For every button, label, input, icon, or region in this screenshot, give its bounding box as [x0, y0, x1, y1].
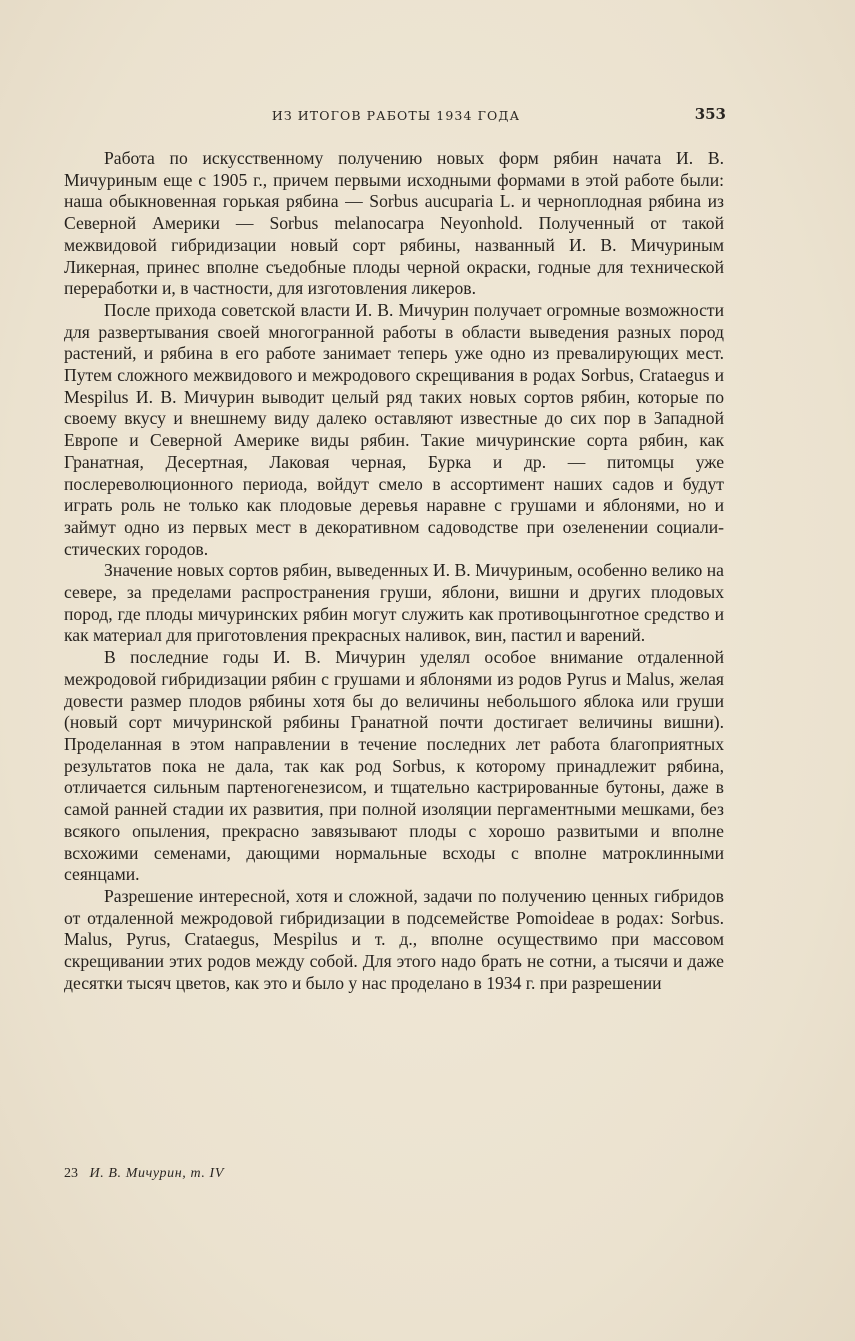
page-footer: [64, 1166, 224, 1182]
page-header: [64, 104, 728, 128]
paragraph-1: Работа по искусственному получению новых форм рябин начата И. В. Мичуриным еще с 1905 г., причем первыми исходными формами в этой работе были: наша обыкновенная горькая рябина — Sorbus aucuparia L. и черноплодная рябина из Северной Америки — Sorbus melanocarpa Neyonhold. Полученный от такой межвидовой гибридизации новый сорт рябины, названный И. В. Мичуриным Ликерная, принес вполне съедобные плоды черной окраски, годные для технической переработки и, в частности, для изготовления ликеров.: [64, 148, 724, 299]
paragraph-5: Разрешение интересной, хотя и сложной, задачи по получению ценных гибридов от отдаленной межродовой гибридизации в подсемействе Pomoideae в родах: Sorbus. Malus, Pyrus, Crataegus, Mespilus и т. д., вполне осуществимо при массовом скрещивании этих родов между собой. Для этого надо брать не сотни, а тысячи и даже десятки тысяч цветов, как это и было у нас проделано в 1934 г. при разрешении: [64, 885, 724, 993]
running-head: ИЗ ИТОГОВ РАБОТЫ 1934 ГОДА: [271, 108, 521, 123]
paragraph-4: В последние годы И. В. Мичурин уделял особое внимание отдаленной межродовой гибридизации рябин с грушами и яблонями из родов Pyrus и Malus, желая довести размер плодов рябины хотя бы до величины небольшого яблока или груши (новый сорт мичуринской рябины Гранатной почти достигает величины вишни). Проделанная в этом направлении в течение последних лет работа благоприятных результатов пока не дала, так как род Sorbus, к которому принадлежит рябина, отличается сильным партеногенезисом, и тщательно кастрированные бутоны, даже в самой ранней стадии их развития, при полной изоляции пергаментными мешками, без всякого опыления, прекрасно завязывают плоды с хорошо развитыми и вполне всхожими семенами, дающими нормальные всходы с вполне матроклинными сеянцами.: [64, 647, 724, 885]
body-text: [64, 148, 724, 994]
paragraph-3: Значение новых сортов рябин, выведенных И. В. Мичуриным, особенно велико на севере, за пределами распространения груши, яблони, вишни и других плодовых пород, где плоды мичуринских рябин могут служить как противоцынготное средство и как материал для приготовления прекрасных наливок, вин, пастил и варений.: [64, 560, 724, 646]
signature-number: 23: [64, 1166, 78, 1181]
paragraph-2: После прихода советской власти И. В. Мичурин получает огромные возможности для развертывания своей многогранной работы в области выведения разных пород растений, и рябина в его работе занимает теперь уже одно из превалирующих мест. Путем сложного межвидового и межродового скрещивания в родах Sorbus, Crataegus и Mespilus И. В. Мичурин выводит целый ряд таких новых сортов рябин, которые по своему вкусу и внешнему виду далеко оставляют известные до сих пор в Западной Европе и Северной Америке виды рябин. Такие мичуринские сорта рябин, как Гранатная, Десертная, Лаковая черная, Бурка и др. — питомцы уже послереволюционного периода, войдут смело в ассортимент наших садов и будут играть роль не только как плодовые деревья наравне с грушами и яблонями, но и займут одно из первых мест в декоративном садоводстве при озеленении социалистических городов.: [64, 299, 724, 559]
page-number: 353: [694, 105, 726, 123]
signature-text: И. В. Мичурин, т. IV: [89, 1166, 224, 1181]
